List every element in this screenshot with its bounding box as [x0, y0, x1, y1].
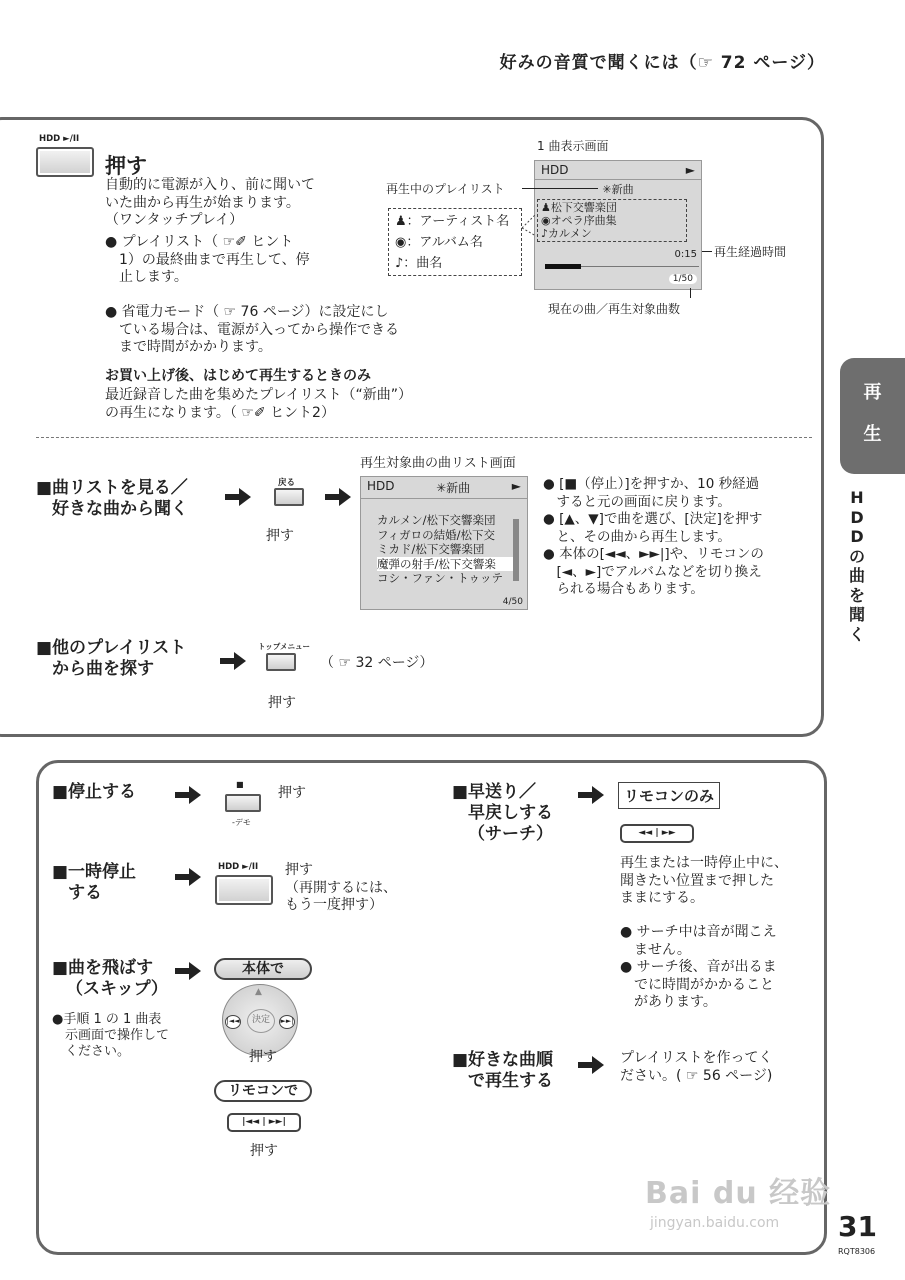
icon-legend: ♟：アーティスト名 ◉：アルバム名 ♪：曲名 — [388, 208, 522, 276]
first-play-heading: お買い上げ後、はじめて再生するときのみ — [105, 368, 371, 384]
enter-button[interactable]: 決定 — [247, 1009, 275, 1033]
stop-heading: ■停止する — [52, 782, 137, 802]
pause-heading: ■一時停止 する — [52, 862, 137, 903]
stop-button-label: ■ — [236, 780, 244, 789]
side-tab-play: 再 生 — [840, 358, 905, 474]
search-description: 再生または一時停止中に、 聞きたい位置まで押した ままにする。 — [620, 855, 788, 906]
search-heading: ■早送り／ 早戻しする （サーチ） — [452, 782, 553, 844]
skip-note: ●手順 1 の 1 曲表 示画面で操作して ください。 — [52, 1012, 170, 1059]
up-arrow-icon: ▲ — [255, 987, 262, 997]
push-label: 押す — [268, 695, 296, 711]
elapsed-time: 0:15 — [674, 249, 697, 260]
return-button-label: 戻る — [278, 478, 296, 488]
page-header: 好みの音質で聞くには（☞ 72 ページ） — [499, 53, 825, 73]
pause-button[interactable] — [215, 875, 273, 905]
skip-back-icon[interactable]: |◄◄ — [225, 1015, 241, 1029]
side-tab-vertical-title: H D D の 曲 を 聞 く — [848, 488, 865, 644]
push-label: 押す — [249, 1049, 277, 1065]
elapsed-callout: 再生経過時間 — [714, 245, 787, 259]
section-divider — [36, 437, 812, 438]
return-button[interactable] — [274, 488, 304, 506]
push-label: 押す — [278, 785, 306, 801]
remote-skip-buttons[interactable]: |◄◄ | ►►| — [227, 1113, 301, 1132]
pause-instructions: 押す （再開するには、 もう一度押す） — [285, 862, 397, 913]
song-list-screen: HDD ✳新曲 ► カルメン/松下交響楽団 フィガロの結婚/松下交 ミカド/松下交響楽団 魔弾の射手/松下交響楽 コシ・ファン・トゥッテ 4/50 — [360, 476, 528, 610]
stop-button-sub: -デモ — [232, 818, 251, 827]
search-bullets: ● サーチ中は音が聞こえ ません。 ● サーチ後、音が出るま でに時間がかかること があります。 — [620, 924, 777, 1010]
list-item[interactable]: カルメン/松下交響楽団 — [377, 513, 496, 527]
page-code: RQT8306 — [838, 1247, 876, 1256]
song-list-heading: ■曲リストを見る／ 好きな曲から聞く — [36, 478, 188, 519]
order-heading: ■好きな曲順 で再生する — [452, 1050, 554, 1091]
playlist-name: ✳新曲 — [602, 183, 634, 196]
list-item-selected[interactable]: 魔弾の射手/松下交響楽 — [377, 557, 513, 572]
song-list-notes: ● [■（停止）]を押すか、10 秒経過 すると元の画面に戻ります。 ● [▲、▼]で曲を選び、[決定]を押す と、その曲から再生します。 ● 本体の[◄◄、►►|]や、リモコンの [◄、►]でアルバムなどを切り換え られる場合もあります。 — [543, 476, 764, 597]
arrow-right-icon — [225, 488, 251, 506]
arrow-right-icon — [578, 786, 604, 804]
list-item[interactable]: ミカド/松下交響楽団 — [377, 542, 485, 556]
stop-button[interactable] — [225, 794, 261, 812]
remote-only-label: リモコンのみ — [618, 782, 720, 809]
top-menu-button[interactable] — [266, 653, 296, 671]
list-count: 4/50 — [502, 597, 523, 607]
hdd-play-button[interactable] — [36, 147, 94, 177]
song-icon: ♪ — [541, 227, 549, 240]
one-song-screen: HDD ► ✳新曲 ♟松下交響楽団 ◉オペラ序曲集 ♪カルメン 0:15 1/50 — [534, 160, 702, 290]
remote-search-buttons[interactable]: ◄◄ | ►► — [620, 824, 694, 843]
baidu-watermark: Bai du 经验 — [645, 1176, 832, 1211]
hdd-play-button-label: HDD ►/II — [218, 862, 259, 872]
play-bullet-2: ● 省電力モード（ ☞ 76 ページ）に設定にし ている場合は、電源が入ってから操作できる まで時間がかかります。 — [105, 304, 399, 355]
album-icon: ◉ — [541, 214, 551, 227]
push-label: 押す — [105, 154, 147, 178]
main-unit-label: 本体で — [214, 958, 312, 980]
baidu-watermark-url: jingyan.baidu.com — [650, 1215, 780, 1231]
artist-icon: ♟ — [395, 214, 407, 229]
arrow-right-icon — [578, 1056, 604, 1074]
remote-label: リモコンで — [214, 1080, 312, 1102]
hdd-play-button-label: HDD ►/II — [39, 134, 80, 144]
scrollbar[interactable] — [513, 519, 519, 581]
skip-forward-icon[interactable]: ►►| — [279, 1015, 295, 1029]
play-bullet-1: ● プレイリスト（ ☞✐ ヒント 1）の最終曲まで再生して、停 止します。 — [105, 234, 310, 285]
song-info-box: ♟松下交響楽団 ◉オペラ序曲集 ♪カルメン — [537, 199, 687, 242]
arrow-right-icon — [220, 652, 246, 670]
progress-bar — [545, 264, 581, 269]
arrow-right-icon — [175, 868, 201, 886]
push-label: 押す — [266, 528, 294, 544]
album-icon: ◉ — [395, 235, 407, 250]
arrow-right-icon — [175, 786, 201, 804]
artist-icon: ♟ — [541, 201, 551, 214]
list-item[interactable]: コシ・ファン・トゥッテ — [377, 571, 503, 585]
play-description: 自動的に電源が入り、前に聞いて いた曲から再生が始まります。 （ワンタッチプレイ） — [105, 177, 315, 228]
track-count: 1/50 — [669, 274, 697, 284]
arrow-right-icon — [325, 488, 351, 506]
song-icon: ♪ — [395, 256, 404, 271]
push-label: 押す — [250, 1143, 278, 1159]
first-play-text: 最近録音した曲を集めたプレイリスト（“新曲”） の再生になります。（ ☞✐ ヒント2） — [105, 387, 412, 421]
list-item[interactable]: フィガロの結婚/松下交 — [377, 527, 495, 542]
other-playlist-ref: （ ☞ 32 ページ） — [320, 655, 434, 671]
song-list-caption: 再生対象曲の曲リスト画面 — [360, 456, 516, 471]
one-song-screen-caption: 1 曲表示画面 — [537, 139, 609, 153]
page-number: 31 — [838, 1210, 877, 1243]
other-playlist-heading: ■他のプレイリスト から曲を探す — [36, 638, 187, 679]
track-callout: 現在の曲／再生対象曲数 — [548, 302, 681, 316]
legend-connector — [520, 210, 540, 240]
skip-heading: ■曲を飛ばす （スキップ） — [52, 958, 168, 999]
playlist-callout: 再生中のプレイリスト — [386, 182, 505, 196]
arrow-right-icon — [175, 962, 201, 980]
order-description: プレイリストを作ってく ださい。( ☞ 56 ページ) — [620, 1050, 773, 1084]
top-menu-button-label: トップメニュー — [258, 642, 310, 651]
